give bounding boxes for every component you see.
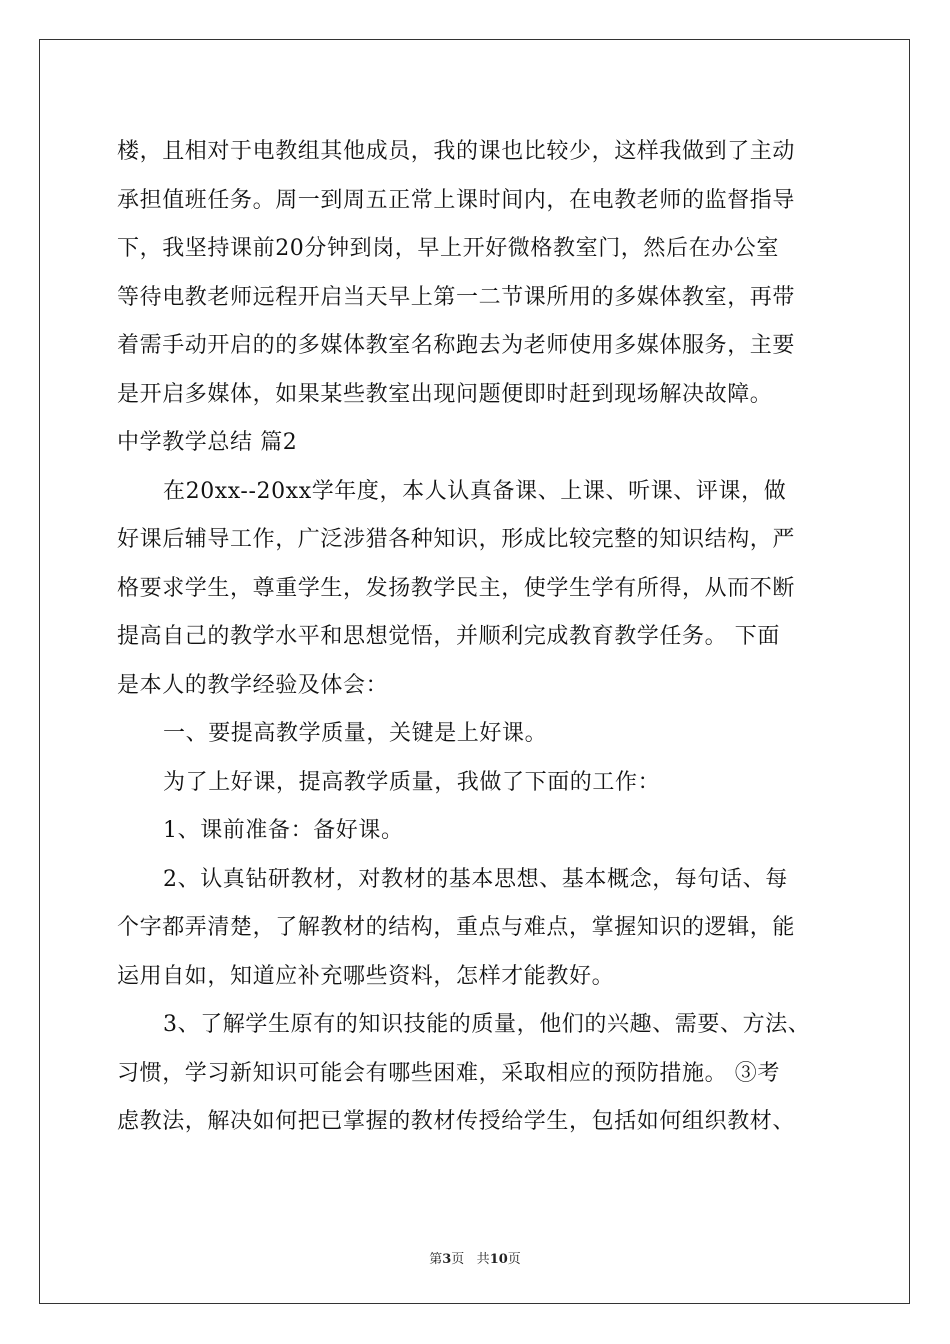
text-line: 习惯，学习新知识可能会有哪些困难，采取相应的预防措施。 ③考 — [117, 1060, 780, 1086]
text-line: 下，我坚持课前20分钟到岗，早上开好微格教室门，然后在办公室 — [117, 236, 779, 261]
footer-page-suffix: 页 — [451, 1252, 465, 1267]
text-line: 个字都弄清楚，了解教材的结构，重点与难点，掌握知识的逻辑，能 — [117, 915, 796, 940]
footer-total-prefix: 共 — [476, 1252, 490, 1267]
text-line: 一、要提高教学质量，关键是上好课。 — [163, 721, 548, 746]
text-line: 提高自己的教学水平和思想觉悟，并顺利完成教育教学任务。 下面 — [117, 624, 780, 649]
text-line: 格要求学生，尊重学生，发扬教学民主，使学生学有所得，从而不断 — [117, 575, 796, 601]
page-footer — [0, 1248, 950, 1267]
text-line: 为了上好课，提高教学质量，我做了下面的工作： — [163, 769, 661, 795]
text-line: 1、课前准备：备好课。 — [163, 818, 404, 843]
text-line: 等待电教老师远程开启当天早上第一二节课所用的多媒体教室，再带 — [117, 284, 796, 310]
footer-page-prefix: 第 — [429, 1252, 443, 1267]
footer-total-number: 10 — [489, 1252, 508, 1267]
text-line: 是本人的教学经验及体会： — [117, 672, 389, 698]
text-line: 虑教法，解决如何把已掌握的教材传授给学生，包括如何组织教材、 — [117, 1109, 796, 1134]
text-line: 3、了解学生原有的知识技能的质量，他们的兴趣、需要、方法、 — [163, 1012, 811, 1037]
text-line: 中学教学总结 篇2 — [117, 430, 298, 455]
text-line: 在20xx--20xx学年度，本人认真备课、上课、听课、评课，做 — [163, 478, 787, 504]
text-line: 是开启多媒体，如果某些教室出现问题便即时赶到现场解决故障。 — [117, 381, 773, 407]
text-line: 楼，且相对于电教组其他成员，我的课也比较少，这样我做到了主动 — [117, 139, 796, 164]
text-line: 2、认真钻研教材，对教材的基本思想、基本概念，每句话、每 — [163, 866, 788, 892]
text-line: 着需手动开启的的多媒体教室名称跑去为老师使用多媒体服务，主要 — [117, 333, 796, 358]
footer-total-suffix: 页 — [507, 1252, 521, 1267]
document-body — [117, 128, 837, 1147]
footer-page-number: 3 — [442, 1252, 452, 1267]
text-line: 运用自如，知道应补充哪些资料，怎样才能教好。 — [117, 963, 615, 989]
text-line: 好课后辅导工作，广泛涉猎各种知识，形成比较完整的知识结构，严 — [117, 527, 796, 552]
text-line: 承担值班任务。周一到周五正常上课时间内，在电教老师的监督指导 — [117, 187, 796, 213]
